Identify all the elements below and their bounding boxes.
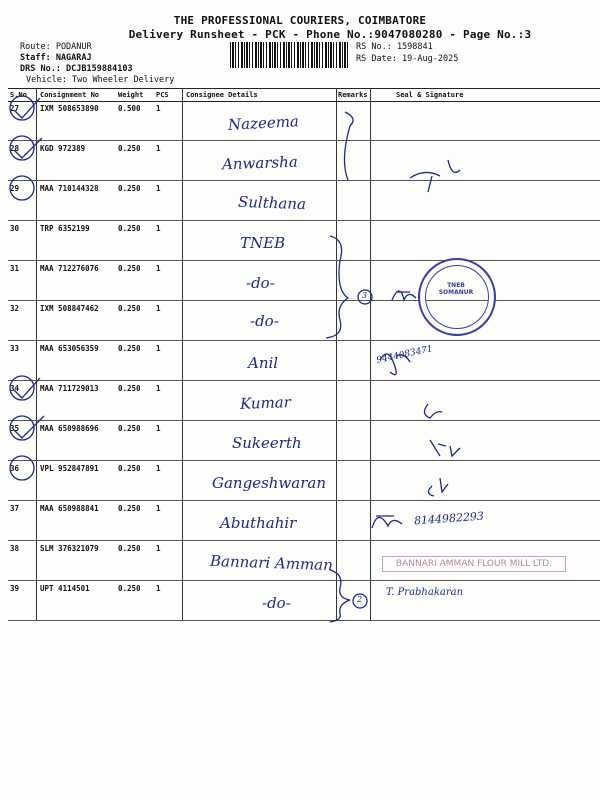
row-sno: 28 — [10, 144, 20, 153]
row-consignment: MAA 710144328 — [40, 184, 99, 193]
row-sno: 33 — [10, 344, 20, 353]
handwritten-consignee: Kumar — [239, 393, 292, 413]
row-consignment: KGD 972389 — [40, 144, 86, 153]
row-weight: 0.250 — [118, 464, 141, 473]
tick-circle — [10, 176, 34, 200]
row-pcs: 1 — [156, 504, 161, 513]
row-consignment: IXM 508653890 — [40, 104, 99, 113]
row-weight: 0.250 — [118, 384, 141, 393]
signature-mark — [410, 160, 460, 192]
row-pcs: 1 — [156, 344, 161, 353]
row-pcs: 1 — [156, 384, 161, 393]
row-consignment: UPT 4114501 — [40, 584, 90, 593]
row-weight: 0.250 — [118, 184, 141, 193]
row-pcs: 1 — [156, 104, 161, 113]
handwritten-consignee: Nazeema — [227, 112, 300, 134]
row-pcs: 1 — [156, 584, 161, 593]
row-weight: 0.250 — [118, 504, 141, 513]
signature-mark — [428, 478, 448, 496]
col-weight: Weight — [118, 91, 144, 99]
company-stamp: BANNARI AMMAN FLOUR MILL LTD. — [382, 556, 566, 572]
signature-mark — [424, 404, 442, 418]
bracket-mark — [344, 112, 353, 180]
round-seal-stamp — [418, 258, 496, 336]
tick-mark — [14, 378, 40, 398]
phone-note-2: 8144982293 — [413, 509, 485, 528]
col-sno: S.No — [10, 91, 27, 99]
signature-mark — [430, 440, 460, 456]
row-sno: 27 — [10, 104, 20, 113]
row-pcs: 1 — [156, 464, 161, 473]
route-label: Route: PODANUR — [20, 42, 92, 52]
handwritten-consignee: -do- — [250, 312, 279, 330]
bracket-mark — [330, 570, 350, 622]
col-remarks: Remarks — [338, 91, 368, 99]
col-consignee: Consignee Details — [186, 91, 258, 99]
tick-circle — [10, 136, 34, 160]
row-sno: 34 — [10, 384, 20, 393]
row-weight: 0.250 — [118, 264, 141, 273]
row-pcs: 1 — [156, 144, 161, 153]
company-title: THE PROFESSIONAL COURIERS, COIMBATORE — [173, 14, 427, 27]
row-consignment: IXM 508847462 — [40, 304, 99, 313]
rs-number: RS No.: 1598841 — [356, 42, 433, 52]
row-consignment: MAA 711729013 — [40, 384, 99, 393]
drs-label: DRS No.: DCJB159884103 — [20, 64, 133, 74]
tick-mark — [14, 138, 42, 158]
row-weight: 0.250 — [118, 424, 141, 433]
tick-circle — [10, 416, 34, 440]
row-sno: 31 — [10, 264, 20, 273]
row-consignment: SLM 376321079 — [40, 544, 99, 553]
signature-name: T. Prabhakaran — [386, 587, 464, 598]
row-sno: 30 — [10, 224, 20, 233]
col-seal: Seal & Signature — [396, 91, 464, 99]
row-pcs: 1 — [156, 224, 161, 233]
row-consignment: TRP 6352199 — [40, 224, 90, 233]
handwritten-consignee: Gangeshwaran — [212, 474, 326, 492]
tick-circle — [10, 456, 34, 480]
tick-mark — [14, 98, 40, 118]
row-weight: 0.250 — [118, 584, 141, 593]
row-pcs: 1 — [156, 264, 161, 273]
stamp-round-text: TNEB SOMANUR — [438, 282, 474, 296]
row-weight: 0.250 — [118, 344, 141, 353]
row-sno: 39 — [10, 584, 20, 593]
row-weight: 0.250 — [118, 304, 141, 313]
staff-label: Staff: NAGARAJ — [20, 53, 92, 63]
handwritten-consignee: Sulthana — [237, 192, 307, 214]
row-pcs: 1 — [156, 304, 161, 313]
row-consignment: VPL 952847891 — [40, 464, 99, 473]
handwritten-consignee: Abuthahir — [220, 514, 297, 532]
tick-mark — [14, 416, 44, 438]
remark-count-1: 3 — [362, 291, 368, 300]
row-weight: 0.250 — [118, 144, 141, 153]
handwritten-consignee: Sukeerth — [232, 434, 302, 452]
handwritten-consignee: TNEB — [240, 234, 286, 252]
col-pcs: PCS — [156, 91, 169, 99]
handwritten-consignee: Bannari Amman — [209, 551, 334, 575]
signature-mark — [372, 516, 402, 528]
row-weight: 0.250 — [118, 544, 141, 553]
row-pcs: 1 — [156, 184, 161, 193]
row-sno: 37 — [10, 504, 20, 513]
vehicle-label: Vehicle: Two Wheeler Delivery — [26, 75, 175, 85]
col-consignment: Consignment No — [40, 91, 100, 99]
row-pcs: 1 — [156, 424, 161, 433]
rs-date: RS Date: 19-Aug-2025 — [356, 54, 459, 64]
row-sno: 36 — [10, 464, 20, 473]
bracket-mark — [326, 236, 348, 338]
handwritten-consignee: -do- — [262, 594, 291, 612]
handwritten-consignee: -do- — [246, 274, 275, 292]
row-sno: 38 — [10, 544, 20, 553]
row-sno: 35 — [10, 424, 20, 433]
row-sno: 29 — [10, 184, 20, 193]
runsheet-subtitle: Delivery Runsheet - PCK - Phone No.:9047080280 - Page No.:3 — [128, 28, 532, 41]
row-weight: 0.500 — [118, 104, 141, 113]
phone-note: 9444083471 — [375, 344, 434, 366]
row-pcs: 1 — [156, 544, 161, 553]
row-consignment: MAA 650988696 — [40, 424, 99, 433]
remark-count-2: 2 — [357, 595, 363, 604]
handwritten-consignee: Anwarsha — [221, 152, 299, 174]
row-consignment: MAA 650988841 — [40, 504, 99, 513]
row-weight: 0.250 — [118, 224, 141, 233]
signature-mark — [392, 291, 416, 300]
row-consignment: MAA 712276076 — [40, 264, 99, 273]
handwritten-consignee: Anil — [248, 354, 279, 372]
row-consignment: MAA 653056359 — [40, 344, 99, 353]
row-sno: 32 — [10, 304, 20, 313]
